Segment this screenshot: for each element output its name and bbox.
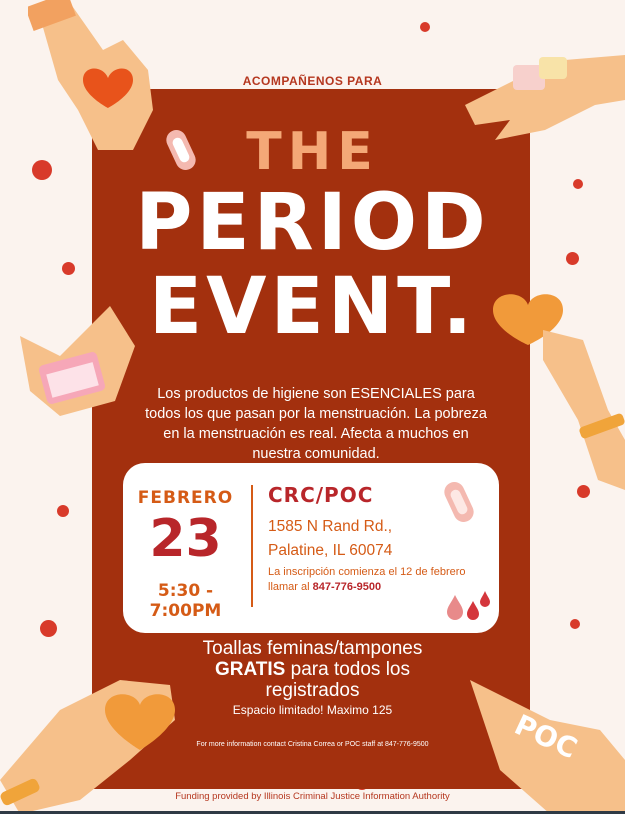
funding-credit: Funding provided by Illinois Criminal Justice Information Authority [175,791,450,802]
address-line1: 1585 N Rand Rd., [268,518,393,535]
poc-logo-text: POC [509,707,583,766]
limited-space-note: Espacio limitado! Maximo 125 [232,703,393,717]
more-info-contact: For more information contact Cristina Correa or POC staff at 847-776-9500 [196,741,429,748]
event-time-start: 5:30 - [157,581,214,601]
title-the: THE [246,122,379,182]
top-label: ACOMPAÑENOS PARA [242,74,383,88]
decor-dot [420,22,430,32]
address-line2: Palatine, IL 60074 [268,542,393,559]
registration-info [268,565,468,595]
decor-dot [57,505,69,517]
title-period: PERIOD [135,178,490,268]
event-details-card [123,463,499,633]
offer-line1: Toallas feminas/tampones [202,638,423,659]
event-time-end: 7:00PM [149,601,222,621]
decor-dot [570,619,580,629]
event-day: 23 [149,509,222,569]
title-event: EVENT. [148,262,477,352]
registration-text: La inscripción comienza el 12 de febrero llamar al [268,566,466,593]
offer-line2 [0,659,625,680]
offer-gratis: GRATIS [214,659,286,680]
droplets-icon [445,591,493,625]
event-time [123,581,248,621]
pad-icon [441,477,481,527]
card-divider [251,485,253,607]
free-offer [0,638,625,701]
event-month: FEBRERO [137,488,234,508]
intro-text: Los productos de higiene son ESENCIALES para todos los que pasan por la menstruación. La pobreza en la menstruación es real. Afecta a muchos en nuestra comunidad. [145,386,487,462]
offer-line3: registrados [265,680,360,701]
event-address [268,515,392,563]
registration-phone: 847-776-9500 [312,581,382,593]
event-organization: CRC/POC [268,483,374,507]
decor-dot [40,620,57,637]
offer-line2-rest: para todos los [290,659,410,680]
